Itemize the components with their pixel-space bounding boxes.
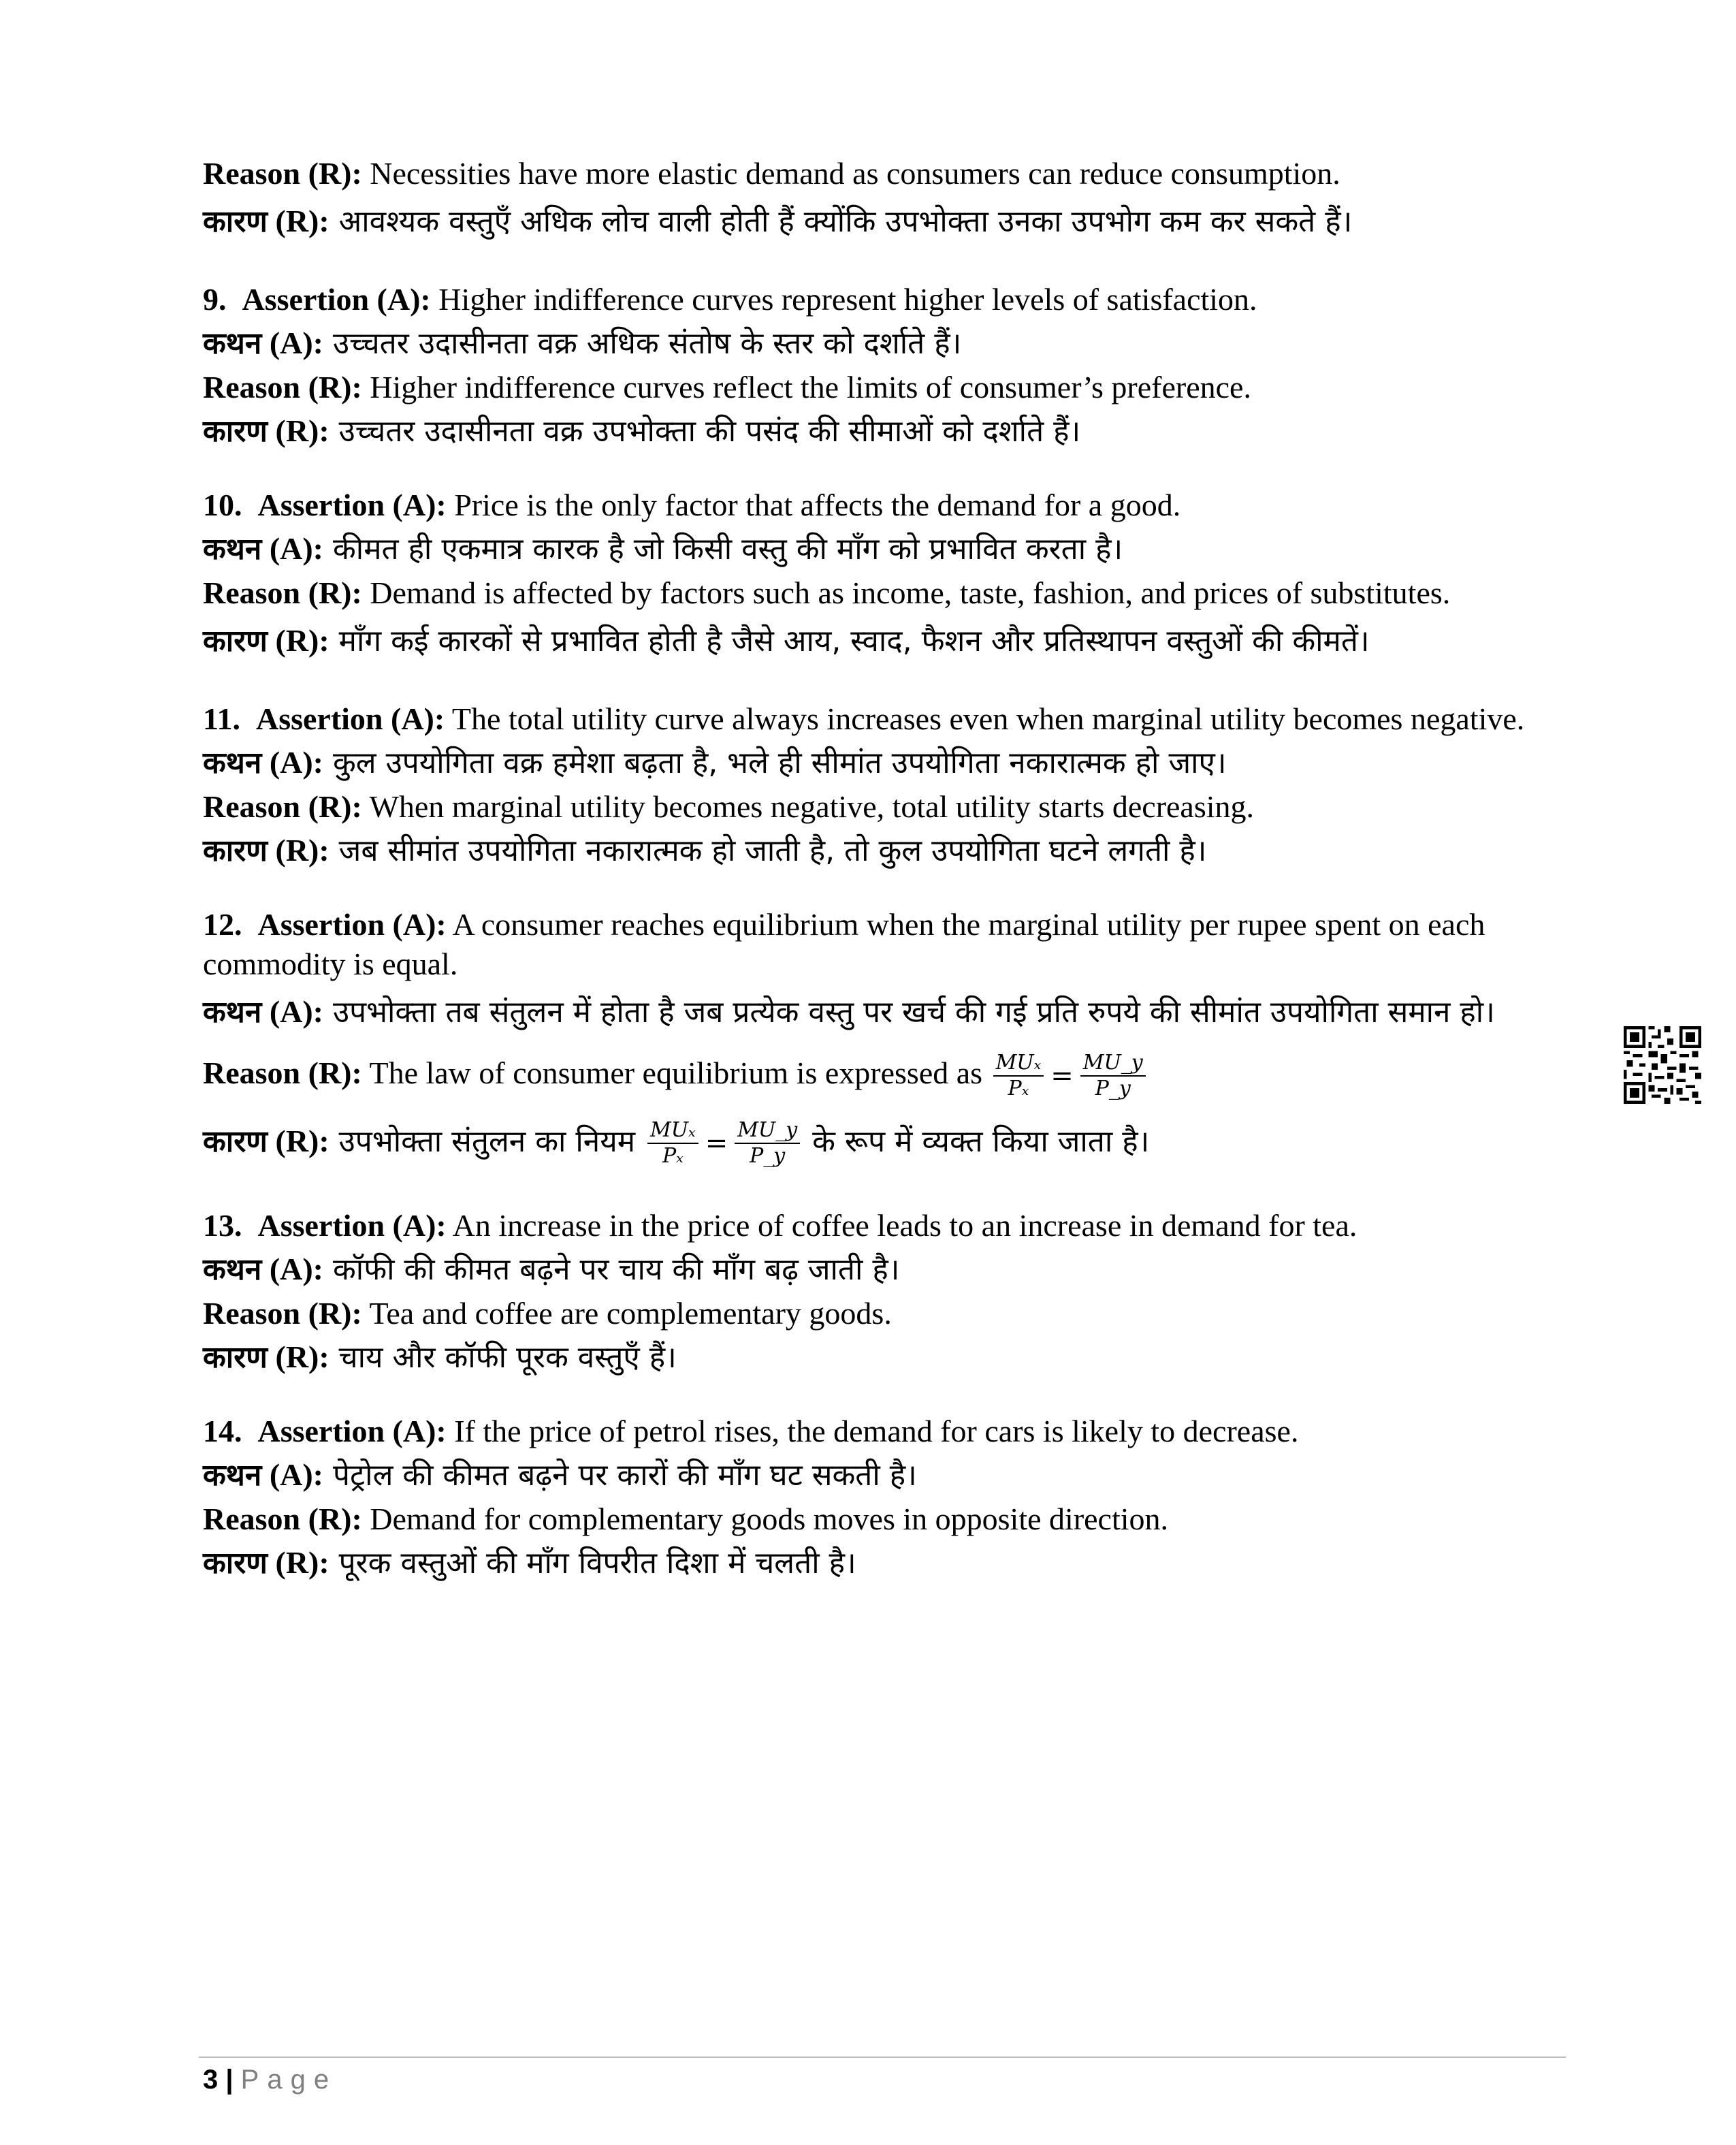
assertion-en: 12. Assertion (A): A consumer reaches equilibrium when the marginal utility per rupee spent on each commodity is equal. [203, 907, 1485, 981]
assertion-en: 14. Assertion (A): If the price of petrol rises, the demand for cars is likely to decrease. [203, 1414, 1299, 1449]
reason-hi: कारण (R): माँग कई कारकों से प्रभावित होती है जैसे आय, स्वाद, फैशन और प्रतिस्थापन वस्तुओं की कीमतें। [203, 623, 1370, 658]
reason-en: Reason (R): When marginal utility becomes negative, total utility starts decreasing. [203, 789, 1255, 824]
assertion-en: 9. Assertion (A): Higher indifference curves represent higher levels of satisfaction. [203, 282, 1257, 317]
reason-hi: कारण (R): चाय और कॉफी पूरक वस्तुएँ हैं। [203, 1339, 677, 1376]
assertion-en: 10. Assertion (A): Price is the only factor that affects the demand for a good. [203, 488, 1181, 522]
question-11 [203, 699, 1571, 875]
assertion-hi: कथन (A): पेट्रोल की कीमत बढ़ने पर कारों की माँग घट सकती है। [203, 1457, 917, 1493]
assertion-en: 13. Assertion (A): An increase in the price of coffee leads to an increase in demand for tea. [203, 1208, 1357, 1243]
reason-en: Reason (R): Demand for complementary goods moves in opposite direction. [203, 1502, 1169, 1537]
assertion-hi: कथन (A): कीमत ही एकमात्र कारक है जो किसी वस्तु की माँग को प्रभावित करता है। [203, 531, 1123, 567]
reason-hi: कारण (R): आवश्यक वस्तुएँ अधिक लोच वाली होती हैं क्योंकि उपभोक्ता उनका उपभोग कम कर सकते हैं। [203, 204, 1353, 239]
assertion-hi: कथन (A): कॉफी की कीमत बढ़ने पर चाय की माँग बढ़ जाती है। [203, 1252, 900, 1288]
question-10 [203, 486, 1571, 669]
reason-hi: कारण (R): जब सीमांत उपयोगिता नकारात्मक हो जाती है, तो कुल उपयोगिता घटने लगती है। [203, 833, 1207, 868]
reason-en: Reason (R): Necessities have more elastic demand as consumers can reduce consumption. [203, 156, 1340, 191]
page-footer: 3 | Page [203, 2065, 338, 2095]
assertion-hi: कथन (A): कुल उपयोगिता वक्र हमेशा बढ़ता है, भले ही सीमांत उपयोगिता नकारात्मक हो जाए। [203, 745, 1227, 780]
assertion-hi: कथन (A): उपभोक्ता तब संतुलन में होता है जब प्रत्येक वस्तु पर खर्च की गई प्रति रुपये की सीमांत उपयोगिता समान हो। [203, 994, 1495, 1030]
qr-code-icon[interactable] [1624, 1026, 1701, 1104]
reason-hi: कारण (R): पूरक वस्तुओं की माँग विपरीत दिशा में चलती है। [203, 1545, 856, 1581]
reason-en: Reason (R): Tea and coffee are complementary goods. [203, 1296, 892, 1331]
footer-divider [199, 2056, 1566, 2058]
question-14 [203, 1412, 1571, 1587]
assertion-en: 11. Assertion (A): The total utility curve always increases even when marginal utility becomes negative. [203, 701, 1525, 736]
reason-en: Reason (R): Higher indifference curves reflect the limits of consumer’s preference. [203, 370, 1251, 404]
document-body [203, 154, 1571, 1617]
question-13 [203, 1206, 1571, 1382]
page-number: 3 [203, 2065, 219, 2095]
formula-muy-over-py: $\frac{MU\_y}{P\_y}$ [1080, 1051, 1146, 1101]
reason-en: Reason (R): The law of consumer equilibrium is expressed as $\frac{\text{MUₓ}}{\text{Pₓ}}$ = $\frac{MU\_y}{P\_y}$ [203, 1040, 1571, 1109]
question-9 [203, 280, 1571, 456]
reason-hi: कारण (R): उपभोक्ता संतुलन का नियम $\frac{\text{MUₓ}}{\text{Pₓ}}$ = $\frac{MU\_y}{P\_y}$ के रूप में व्यक्त किया जाता है। [203, 1118, 1150, 1169]
reason-hi: कारण (R): उच्चतर उदासीनता वक्र उपभोक्ता की पसंद की सीमाओं को दर्शाते हैं। [203, 413, 1081, 449]
reason-en: Reason (R): Demand is affected by factors such as income, taste, fashion, and prices of substitutes. [203, 575, 1451, 610]
page-label: Page [240, 2065, 338, 2095]
formula-mux-over-px: $\frac{\text{MUₓ}}{\text{Pₓ}}$ [647, 1118, 698, 1169]
question-8-continued [203, 154, 1571, 250]
formula-muy-over-py: $\frac{MU\_y}{P\_y}$ [735, 1118, 800, 1169]
formula-mux-over-px: $\frac{\text{MUₓ}}{\text{Pₓ}}$ [993, 1051, 1044, 1101]
assertion-hi: कथन (A): उच्चतर उदासीनता वक्र अधिक संतोष के स्तर को दर्शाते हैं। [203, 325, 962, 361]
question-12 [203, 905, 1571, 1176]
